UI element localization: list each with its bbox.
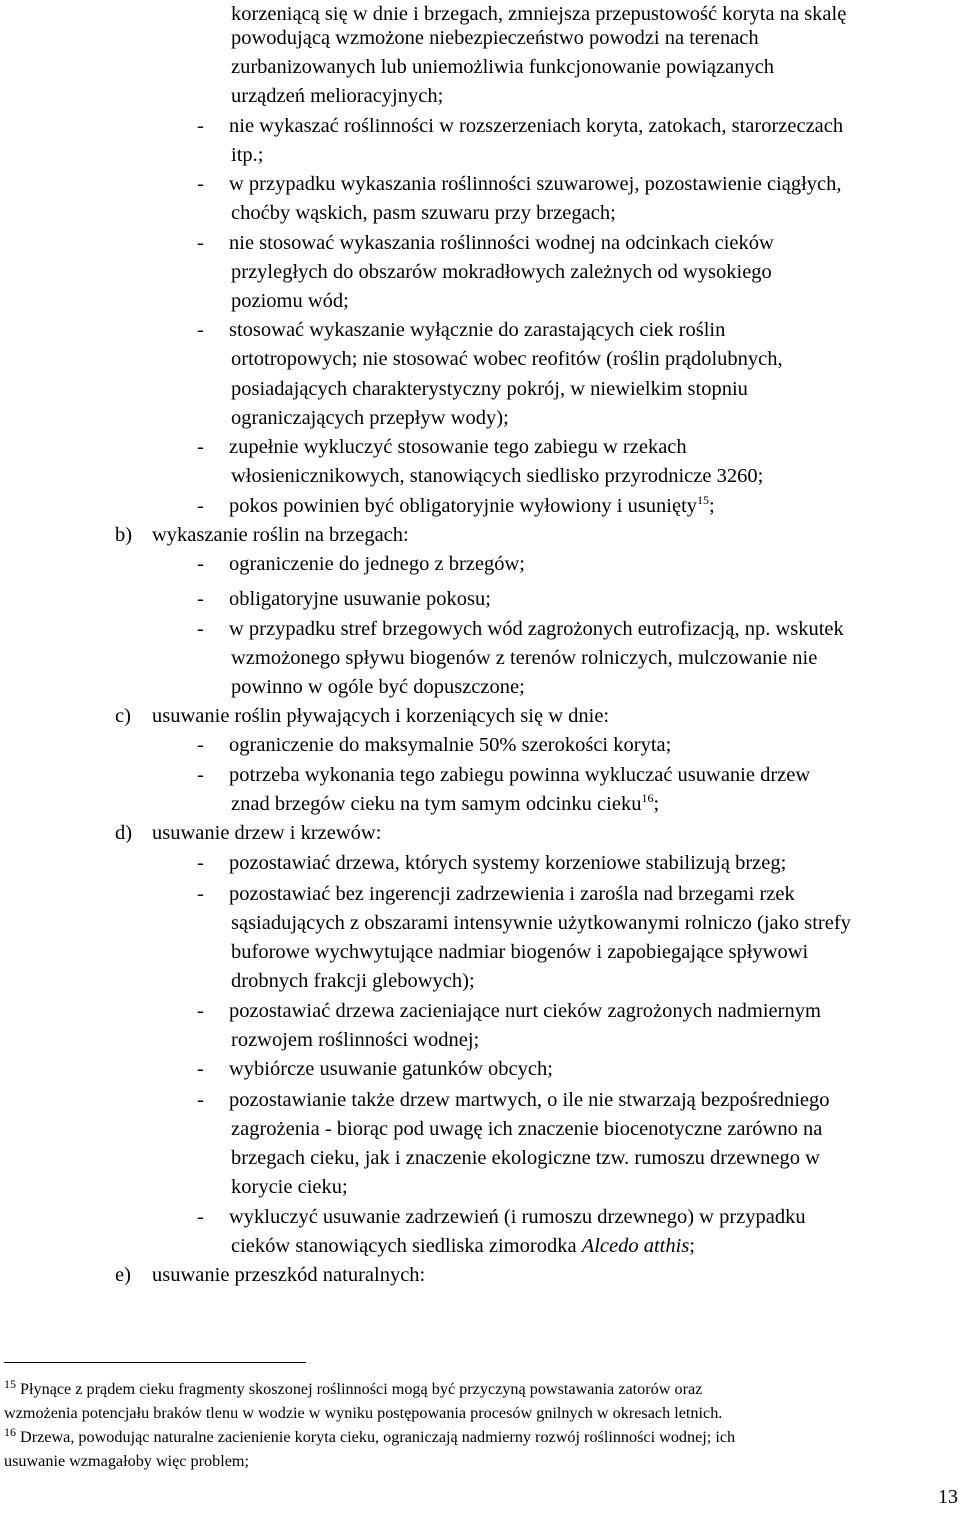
text-line: powinno w ogóle być dopuszczone; — [231, 676, 525, 698]
text-line: choćby wąskich, pasm szuwaru przy brzegach; — [231, 202, 616, 224]
footnote-ref-16[interactable]: 16 — [641, 791, 654, 806]
text-line: pozostawiać bez ingerencji zadrzewienia i zarośla nad brzegami rzek — [229, 883, 795, 905]
text-line: korycie cieku; — [231, 1176, 348, 1198]
text-line: pozostawiać drzewa, których systemy korzeniowe stabilizują brzeg; — [229, 852, 787, 874]
bullet-dash: - — [197, 436, 204, 458]
bullet-dash: - — [197, 1000, 204, 1022]
bullet-dash: - — [197, 319, 204, 341]
list-label-c: c) — [115, 705, 131, 727]
bullet-dash: - — [197, 232, 204, 254]
bullet-dash: - — [197, 734, 204, 756]
text-line: urządzeń melioracyjnych; — [231, 85, 444, 107]
text-line: przyległych do obszarów mokradłowych zależnych od wysokiego — [231, 261, 772, 283]
bullet-dash: - — [197, 588, 204, 610]
species-name: Alcedo atthis — [581, 1235, 690, 1257]
text-line: włosienicznikowych, stanowiących siedlisko przyrodnicze 3260; — [231, 465, 764, 487]
text-line: drobnych frakcji glebowych); — [231, 970, 475, 992]
list-label-e: e) — [115, 1264, 131, 1286]
footnote-16-cont: usuwanie wzmagałoby więc problem; — [4, 1452, 249, 1470]
bullet-dash: - — [197, 618, 204, 640]
list-label-b: b) — [115, 524, 133, 546]
text-line: pozostawiać drzewa zacieniające nurt cieków zagrożonych nadmiernym — [229, 1000, 821, 1022]
section-heading: usuwanie przeszkód naturalnych: — [152, 1264, 426, 1286]
bullet-dash: - — [197, 883, 204, 905]
text-line: ograniczenie do jednego z brzegów; — [229, 553, 525, 575]
text-line: cieków stanowiących siedliska zimorodka Alcedo atthis; — [231, 1235, 695, 1257]
text-line: sąsiadujących z obszarami intensywnie użytkowanymi rolniczo (jako strefy — [231, 912, 851, 934]
text-line: potrzeba wykonania tego zabiegu powinna wykluczać usuwanie drzew — [229, 764, 811, 786]
text-line: brzegach cieku, jak i znaczenie ekologiczne tzw. rumoszu drzewnego w — [231, 1147, 820, 1169]
text-line: ograniczenie do maksymalnie 50% szerokości koryta; — [229, 734, 672, 756]
section-heading: usuwanie roślin pływających i korzeniących się w dnie: — [152, 705, 610, 727]
text-line: obligatoryjne usuwanie pokosu; — [229, 588, 491, 610]
text-line: wzmożonego spływu biogenów z terenów rolniczych, mulczowanie nie — [231, 647, 818, 669]
text-line: powodującą wzmożone niebezpieczeństwo powodzi na terenach — [231, 27, 759, 49]
footnote-15: $^{15}$ Płynące z prądem cieku fragmenty skoszonej roślinności mogą być przyczyną powstawania zatorów oraz — [4, 1376, 703, 1398]
bullet-dash: - — [197, 553, 204, 575]
bullet-dash: - — [197, 495, 204, 517]
text-line: nie stosować wykaszania roślinności wodnej na odcinkach cieków — [229, 232, 774, 254]
text-line: w przypadku stref brzegowych wód zagrożonych eutrofizacją, np. wskutek — [229, 618, 844, 640]
text-line: zurbanizowanych lub uniemożliwia funkcjonowanie powiązanych — [231, 56, 775, 78]
text-line: znad brzegów cieku na tym samym odcinku cieku$^{16}$; — [231, 791, 660, 815]
footnote-separator — [4, 1362, 306, 1363]
text-line: nie wykaszać roślinności w rozszerzeniach koryta, zatokach, starorzeczach — [229, 115, 844, 137]
text-line: poziomu wód; — [231, 290, 349, 312]
text-line: wykluczyć usuwanie zadrzewień (i rumoszu drzewnego) w przypadku — [229, 1206, 806, 1228]
text-line: korzeniącą się w dnie i brzegach, zmniejsza przepustowość koryta na skalę — [231, 3, 847, 25]
bullet-dash: - — [197, 173, 204, 195]
text-line: posiadających charakterystyczny pokrój, w niewielkim stopniu — [231, 378, 748, 400]
bullet-dash: - — [197, 852, 204, 874]
text-line: ortotropowych; nie stosować wobec reofitów (roślin prądolubnych, — [231, 348, 783, 370]
section-heading: wykaszanie roślin na brzegach: — [152, 524, 409, 546]
text-line: zagrożenia - biorąc pod uwagę ich znaczenie biocenotyczne zarówno na — [231, 1118, 823, 1140]
section-heading: usuwanie drzew i krzewów: — [152, 822, 382, 844]
text-line: w przypadku wykaszania roślinności szuwarowej, pozostawienie ciągłych, — [229, 173, 842, 195]
text-line: ograniczających przepływ wody); — [231, 407, 509, 429]
text-line: zupełnie wykluczyć stosowanie tego zabiegu w rzekach — [229, 436, 687, 458]
bullet-dash: - — [197, 115, 204, 137]
text-line: buforowe wychwytujące nadmiar biogenów i zapobiegające spływowi — [231, 941, 809, 963]
text-line: stosować wykaszanie wyłącznie do zarastających ciek roślin — [229, 319, 726, 341]
bullet-dash: - — [197, 1089, 204, 1111]
footnote-ref-15[interactable]: 15 — [697, 493, 710, 508]
bullet-dash: - — [197, 764, 204, 786]
bullet-dash: - — [197, 1058, 204, 1080]
text-line: rozwojem roślinności wodnej; — [231, 1029, 480, 1051]
text-line: wybiórcze usuwanie gatunków obcych; — [229, 1058, 553, 1080]
page-number: 13 — [938, 1486, 958, 1508]
footnote-15-cont: wzmożenia potencjału braków tlenu w wodzie w wyniku postępowania procesów gnilnych w okresach letnich. — [4, 1404, 723, 1422]
footnote-16: $^{16}$ Drzewa, powodując naturalne zacienienie koryta cieku, ograniczają nadmierny rozwój roślinności wodnej; ich — [4, 1424, 736, 1446]
list-label-d: d) — [115, 822, 133, 844]
bullet-dash: - — [197, 1206, 204, 1228]
text-line: itp.; — [231, 144, 264, 166]
text-line: pozostawianie także drzew martwych, o ile nie stwarzają bezpośredniego — [229, 1089, 830, 1111]
text-line: pokos powinien być obligatoryjnie wyłowiony i usunięty$^{15}$; — [229, 493, 715, 517]
